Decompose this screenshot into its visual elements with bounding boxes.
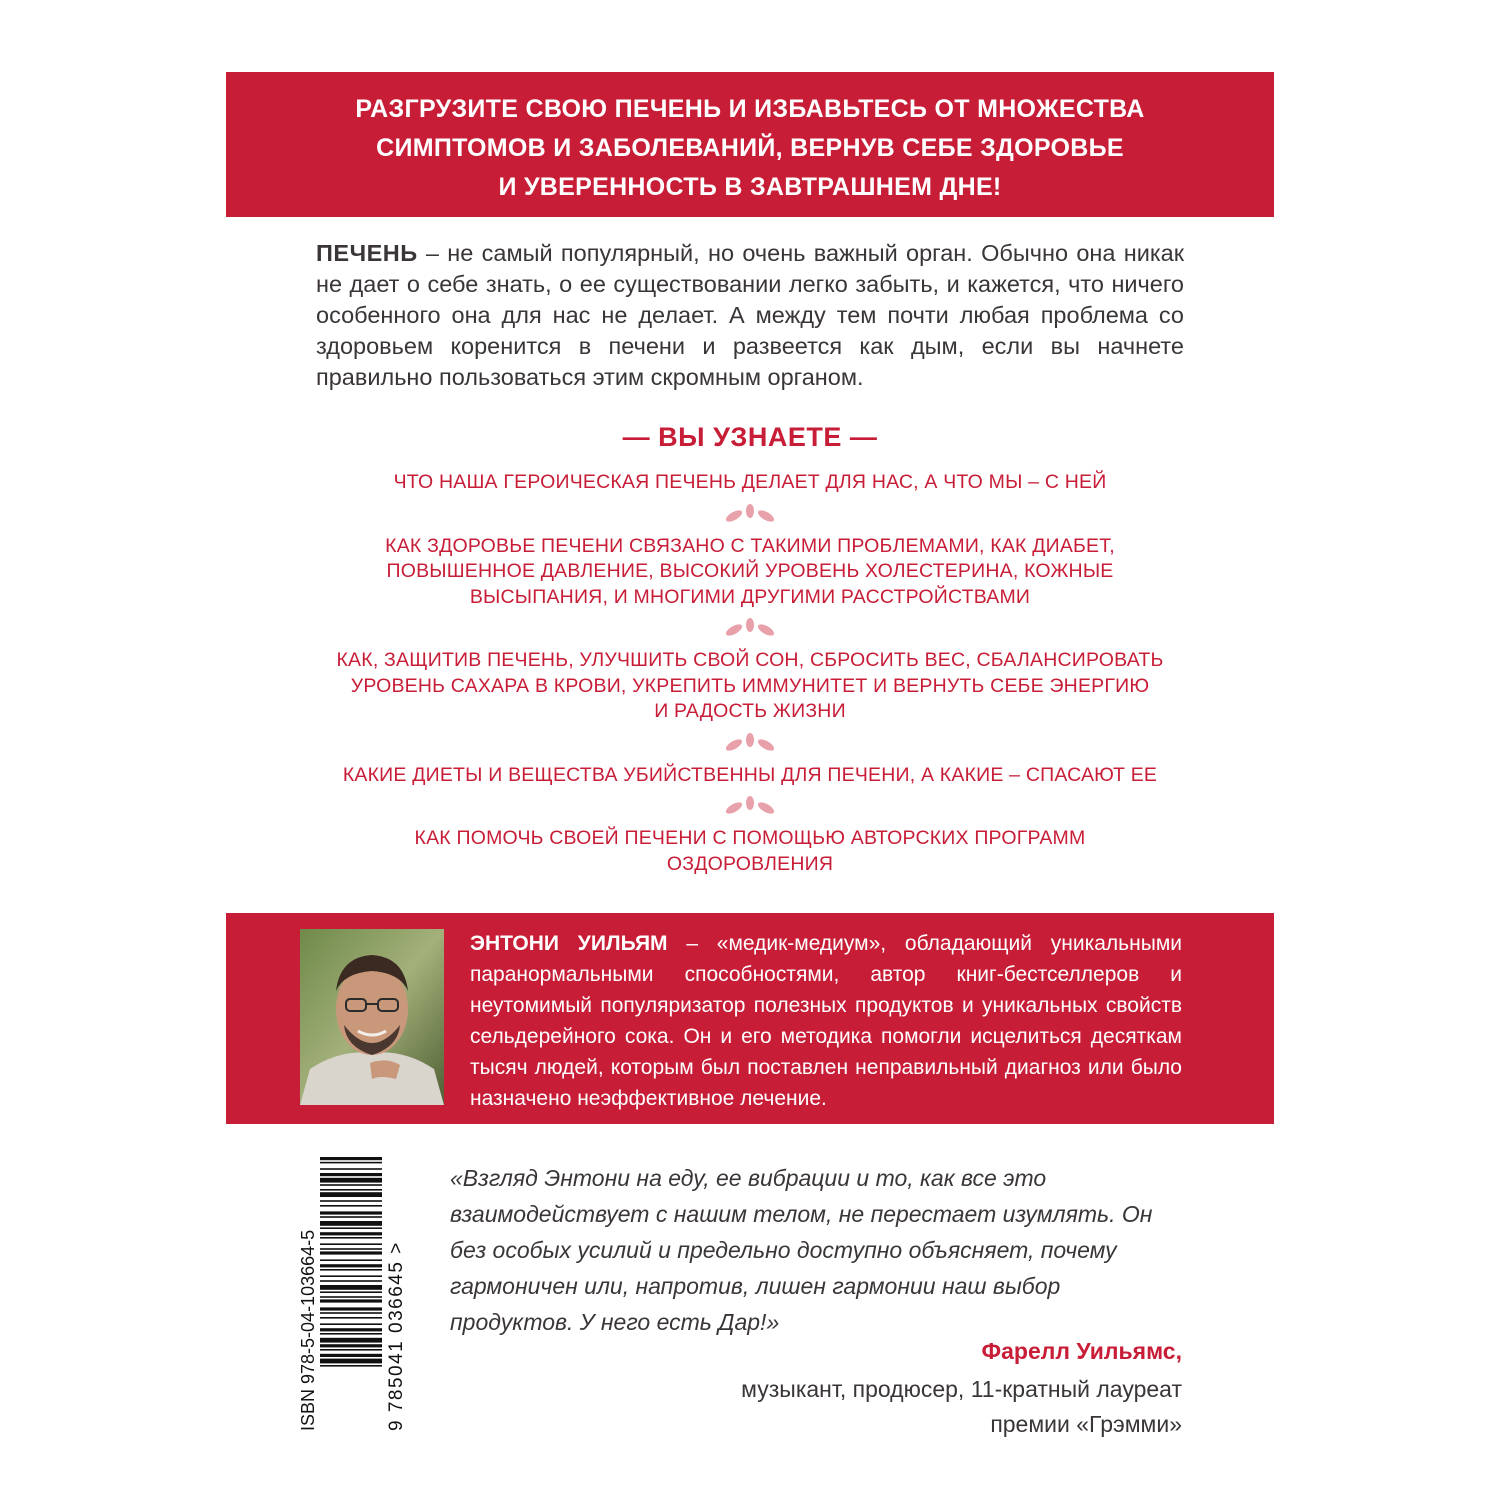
barcode-bar [320,1227,382,1229]
barcode-bar [320,1354,382,1357]
barcode-bar [320,1280,382,1282]
quote-role-line: музыкант, продюсер, 11-кратный лауреат [741,1376,1182,1402]
barcode-bar [320,1338,382,1343]
leaf-ornament-icon [300,610,1200,648]
headline [226,72,1274,207]
barcode-bar [320,1173,382,1176]
barcode-bar [320,1344,382,1347]
barcode-bar [320,1178,382,1183]
barcode-bar [320,1237,382,1239]
learn-item-line: ОЗДОРОВЛЕНИЯ [666,852,834,875]
barcode-bar [320,1333,382,1335]
barcode-bar [320,1264,382,1267]
barcode-bar [320,1328,382,1331]
barcode-bar [320,1162,382,1164]
learn-item-line: ЧТО НАША ГЕРОИЧЕСКАЯ ПЕЧЕНЬ ДЕЛАЕТ ДЛЯ НАС, А ЧТО МЫ – С НЕЙ [393,471,1107,493]
barcode-bar [320,1269,382,1271]
barcode-bar [320,1365,382,1367]
learn-item [300,763,1200,789]
barcode-bar [320,1359,382,1364]
learn-title: — ВЫ УЗНАЕТЕ — [622,422,878,452]
learn-item [300,470,1200,496]
quote-text: «Взгляд Энтони на еду, ее вибрации и то, как все это взаимодействует с нашим телом, не перестает изумлять. Он без особых усилий и предельно доступно объясняет, почему гармоничен или, напротив, лишен гармонии наш выбор продуктов. У него есть Дар!» [450,1165,1153,1335]
barcode-graphic [294,1155,406,1433]
isbn-label: ISBN 978-5-04-103664-5 [298,1229,318,1431]
leaf-ornament-icon [300,725,1200,763]
barcode-bar [320,1243,382,1245]
barcode-bar [320,1168,382,1170]
barcode-bar [320,1312,382,1314]
learn-item [300,648,1200,725]
author-photo [300,929,444,1105]
barcode-bar [320,1200,382,1202]
author-name: ЭНТОНИ УИЛЬЯМ [470,932,668,955]
learn-item [300,534,1200,611]
barcode [294,1155,406,1433]
barcode-digits: 9 785041 036645 > [386,1241,406,1431]
barcode-bar [320,1317,382,1319]
barcode-bar [320,1299,382,1302]
barcode-bar [320,1296,382,1298]
barcode-bar [320,1349,382,1351]
barcode-bar [320,1216,382,1218]
intro-lead: ПЕЧЕНЬ [316,240,418,266]
learn-item-line: КАК, ЗАЩИТИВ ПЕЧЕНЬ, УЛУЧШИТЬ СВОЙ СОН, СБРОСИТЬ ВЕС, СБАЛАНСИРОВАТЬ [336,649,1164,671]
barcode-bar [320,1285,382,1290]
barcode-bar [320,1189,382,1191]
headline-line: РАЗГРУЗИТЕ СВОЮ ПЕЧЕНЬ И ИЗБАВЬТЕСЬ ОТ МНОЖЕСТВА [355,95,1145,123]
learn-item-line: ВЫСЫПАНИЯ, И МНОГИМИ ДРУГИМИ РАССТРОЙСТВАМИ [469,585,1031,608]
barcode-bar [320,1251,382,1254]
barcode-bar [320,1221,382,1226]
learn-item-line: КАКИЕ ДИЕТЫ И ВЕЩЕСТВА УБИЙСТВЕННЫ ДЛЯ ПЕЧЕНИ, А КАКИЕ – СПАСАЮТ ЕЕ [342,763,1158,786]
intro-paragraph [316,238,1184,393]
quote-author-role [582,1372,1182,1442]
headline-line: И УВЕРЕННОСТЬ В ЗАВТРАШНЕМ ДНЕ! [498,173,1002,201]
learn-item-line: КАК ЗДОРОВЬЕ ПЕЧЕНИ СВЯЗАНО С ТАКИМИ ПРОБЛЕМАМИ, КАК ДИАБЕТ, [385,534,1115,557]
learn-item-line: КАК ПОМОЧЬ СВОЕЙ ПЕЧЕНИ С ПОМОЩЬЮ АВТОРСКИХ ПРОГРАММ [414,827,1086,849]
learn-list [300,470,1200,877]
barcode-bar [320,1323,382,1325]
leaf-ornament-icon [300,496,1200,534]
barcode-bar [320,1275,382,1277]
headline-line: СИМПТОМОВ И ЗАБОЛЕВАНИЙ, ВЕРНУВ СЕБЕ ЗДОРОВЬЕ [376,134,1124,162]
learn-item-line: ПОВЫШЕННОЕ ДАВЛЕНИЕ, ВЫСОКИЙ УРОВЕНЬ ХОЛЕСТЕРИНА, КОЖНЫЕ [386,560,1114,582]
leaf-ornament-icon [300,788,1200,826]
barcode-bar [320,1192,382,1197]
barcode-bar [320,1205,382,1207]
learn-item [300,826,1200,877]
barcode-bar [320,1232,382,1235]
barcode-bar [320,1259,382,1261]
learn-item-line: И РАДОСТЬ ЖИЗНИ [654,700,846,722]
barcode-bar [320,1211,382,1214]
barcode-bar [320,1248,382,1250]
quote-author: Фарелл Уильямс, [981,1338,1182,1364]
barcode-bar [320,1184,382,1186]
barcode-bar [320,1291,382,1293]
quote-role-line: премии «Грэмми» [990,1411,1182,1437]
author-bio-text: – «медик-медиум», обладающий уникальными паранормальными способностями, автор книг-бестселлеров и неутомимый популяризатор полезных продуктов и уникальных свойств сельдерейного сока. Он и его методика помогли исцелиться десяткам тысяч людей, которым был поставлен неправильный диагноз или было назначено неэффективное лечение. [470,932,1182,1110]
learn-item-line: УРОВЕНЬ САХАРА В КРОВИ, УКРЕПИТЬ ИММУНИТЕТ И ВЕРНУТЬ СЕБЕ ЭНЕРГИЮ [350,674,1150,697]
headline-band [226,72,1274,217]
barcode-bar [320,1157,382,1160]
author-bio [470,928,1182,1114]
intro-text: – не самый популярный, но очень важный орган. Обычно она никак не дает о себе знать, о ее существовании легко забыть, и кажется, что ничего особенного она для нас не делает. А между тем почти любая проблема со здоровьем коренится в печени и развеется как дым, если вы начнете правильно пользоваться этим скромным органом. [316,240,1184,390]
barcode-bar [320,1307,382,1310]
